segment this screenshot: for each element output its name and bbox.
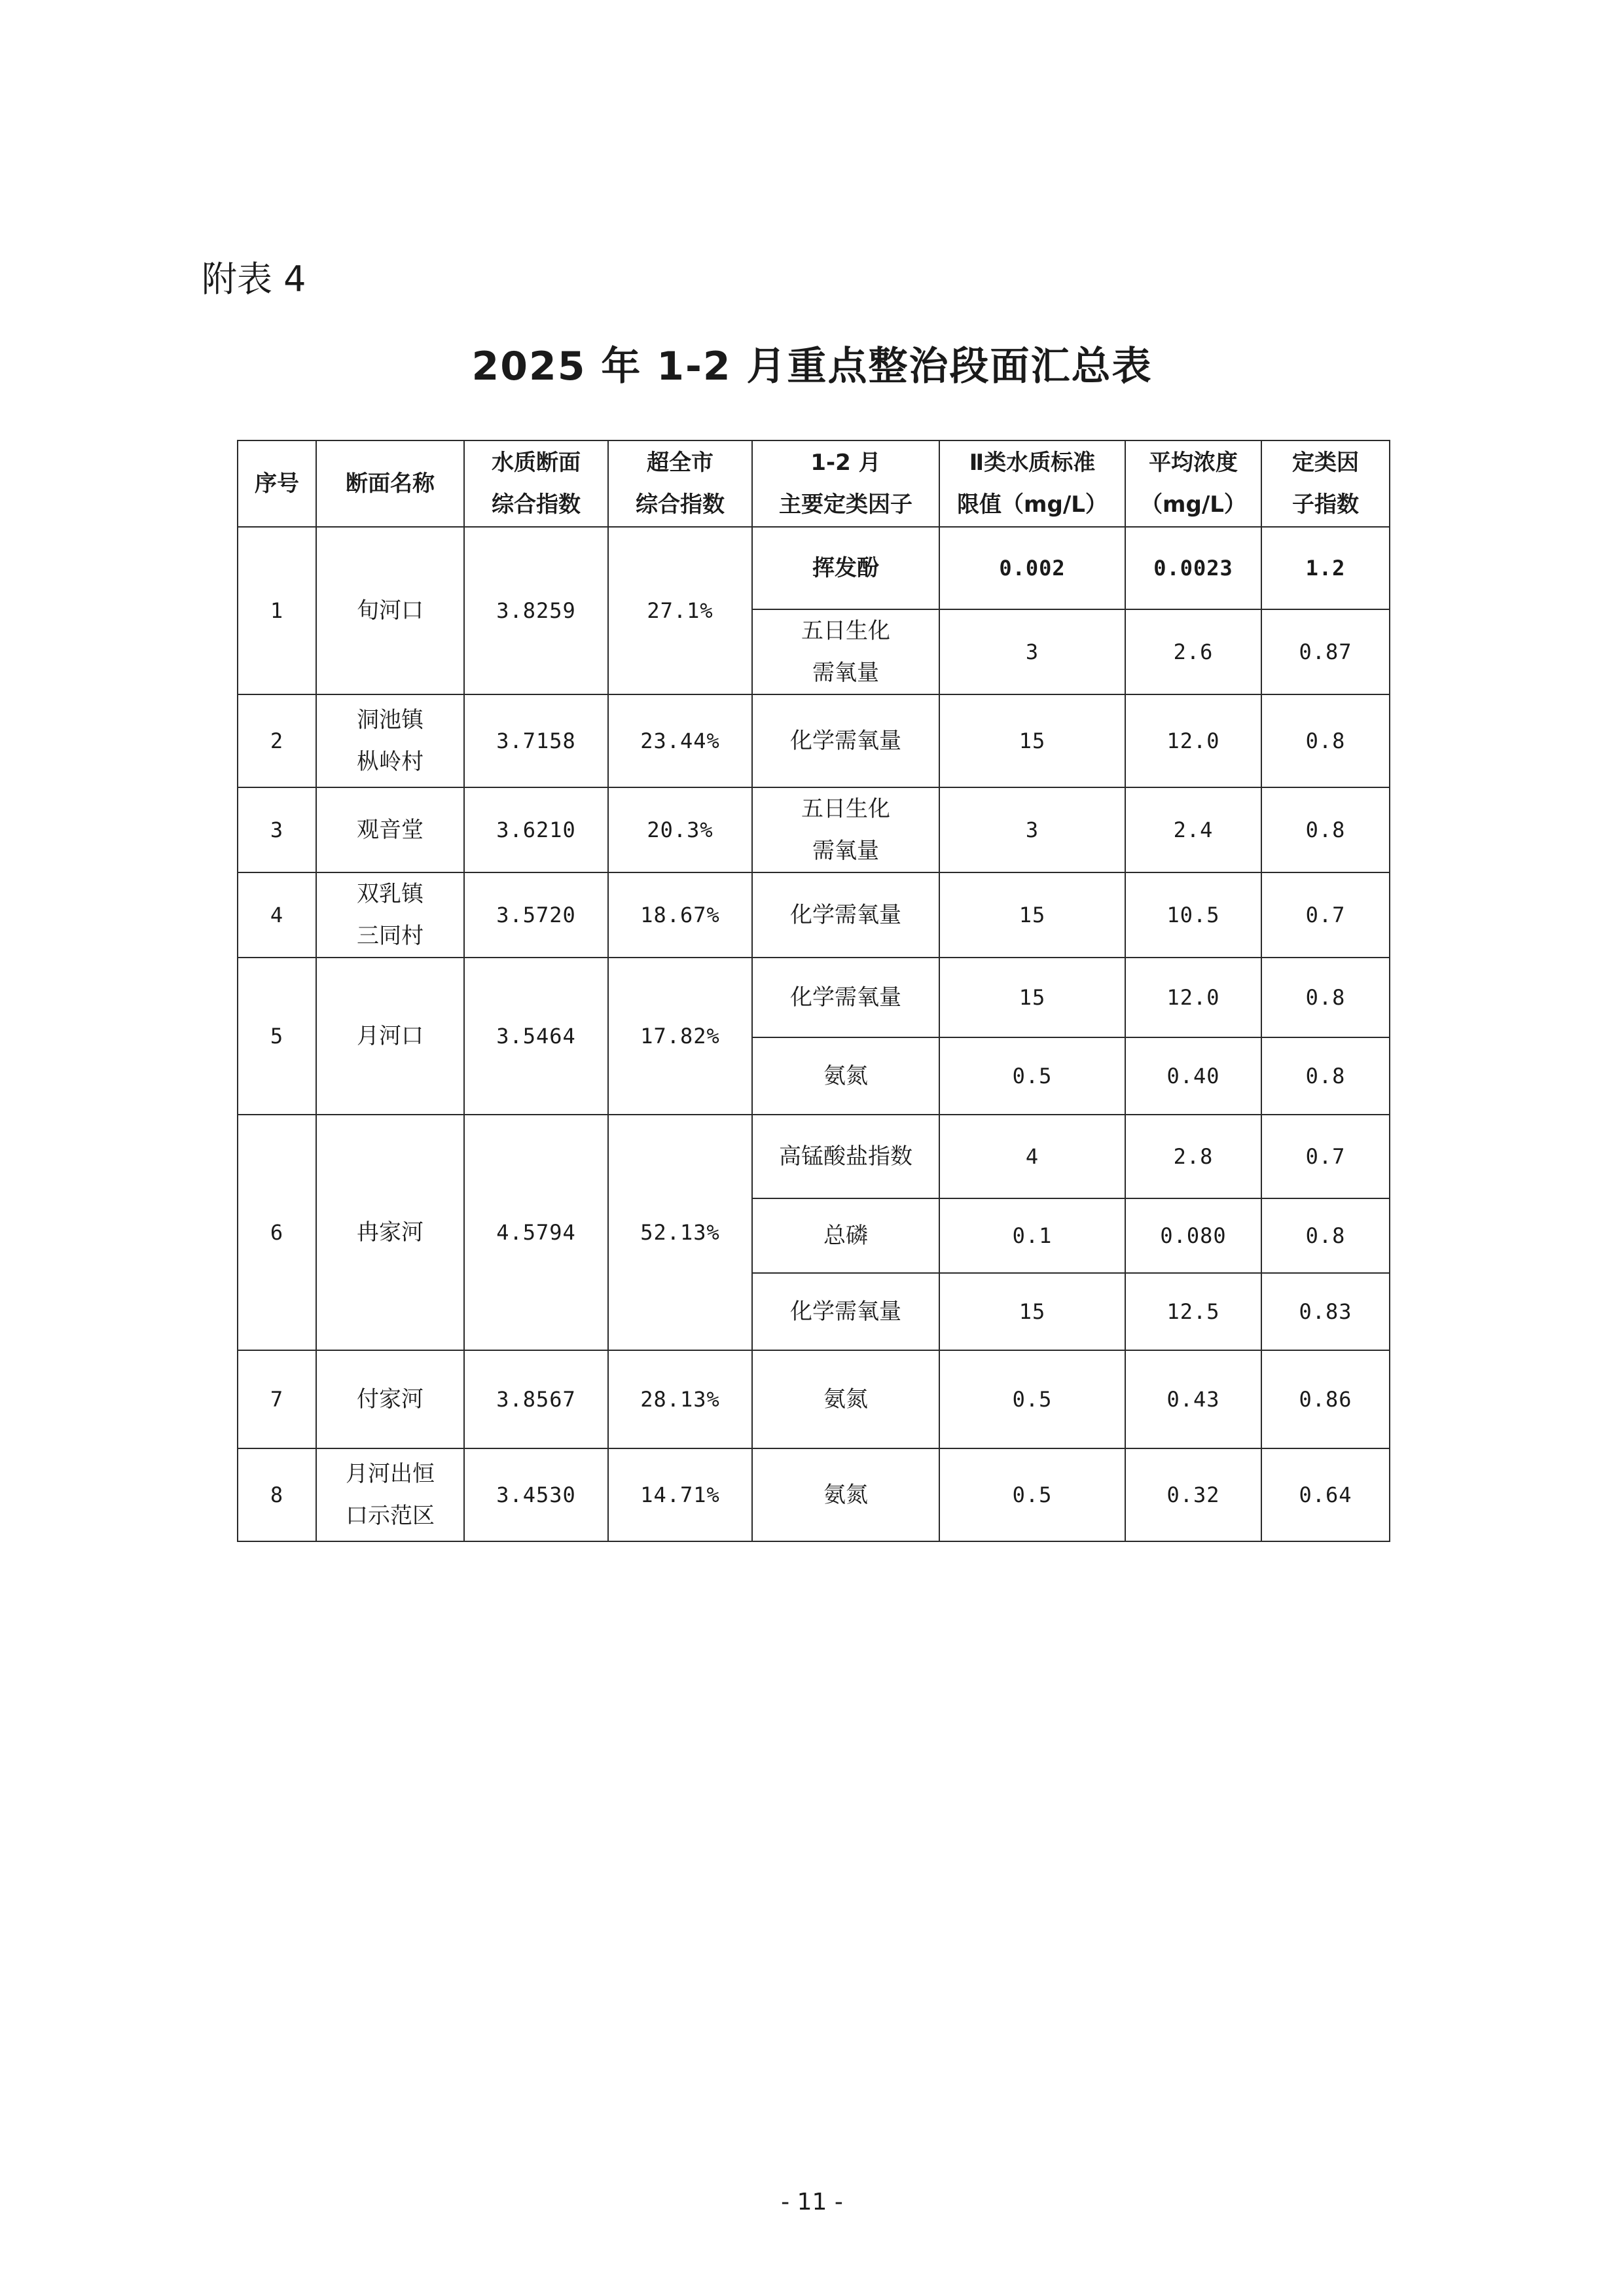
cell-factor-index: 0.87 [1261, 609, 1390, 694]
cell-seq: 8 [238, 1448, 316, 1541]
cell-standard-limit: 0.002 [939, 527, 1125, 609]
cell-section-name: 月河出恒 口示范区 [316, 1448, 464, 1541]
cell-section-name: 观音堂 [316, 787, 464, 872]
cell-composite-index: 3.4530 [464, 1448, 608, 1541]
cell-main-factor: 化学需氧量 [752, 958, 939, 1037]
cell-exceed-city: 20.3% [608, 787, 752, 872]
table-row [238, 958, 1390, 1037]
cell-avg-concentration: 2.4 [1125, 787, 1261, 872]
cell-avg-concentration: 10.5 [1125, 872, 1261, 958]
cell-main-factor: 氨氮 [752, 1037, 939, 1115]
cell-exceed-city: 28.13% [608, 1350, 752, 1448]
table-row [238, 694, 1390, 787]
cell-section-name: 冉家河 [316, 1115, 464, 1350]
cell-seq: 1 [238, 527, 316, 694]
cell-factor-index: 0.8 [1261, 694, 1390, 787]
table-row [238, 527, 1390, 609]
cell-standard-limit: 0.5 [939, 1037, 1125, 1115]
header-factor-index: 定类因 子指数 [1261, 440, 1390, 527]
cell-exceed-city: 14.71% [608, 1448, 752, 1541]
cell-standard-limit: 15 [939, 958, 1125, 1037]
cell-exceed-city: 23.44% [608, 694, 752, 787]
header-main-factor: 1-2 月 主要定类因子 [752, 440, 939, 527]
cell-seq: 7 [238, 1350, 316, 1448]
cell-seq: 2 [238, 694, 316, 787]
cell-main-factor: 高锰酸盐指数 [752, 1115, 939, 1198]
cell-avg-concentration: 2.6 [1125, 609, 1261, 694]
table-row [238, 1115, 1390, 1198]
cell-section-name: 月河口 [316, 958, 464, 1115]
cell-standard-limit: 15 [939, 872, 1125, 958]
header-avg-concentration: 平均浓度 （mg/L） [1125, 440, 1261, 527]
table-row [238, 1350, 1390, 1448]
cell-factor-index: 1.2 [1261, 527, 1390, 609]
page-number: - 11 - [781, 2189, 843, 2215]
summary-table [237, 440, 1390, 1542]
cell-section-name: 双乳镇 三同村 [316, 872, 464, 958]
cell-main-factor: 五日生化 需氧量 [752, 787, 939, 872]
cell-main-factor: 化学需氧量 [752, 694, 939, 787]
cell-exceed-city: 18.67% [608, 872, 752, 958]
header-standard-limit: Ⅱ类水质标准 限值（mg/L） [939, 440, 1125, 527]
cell-main-factor: 氨氮 [752, 1448, 939, 1541]
cell-standard-limit: 0.5 [939, 1448, 1125, 1541]
cell-avg-concentration: 0.40 [1125, 1037, 1261, 1115]
cell-factor-index: 0.8 [1261, 787, 1390, 872]
cell-composite-index: 3.8567 [464, 1350, 608, 1448]
cell-main-factor: 化学需氧量 [752, 872, 939, 958]
table-row [238, 787, 1390, 872]
cell-main-factor: 化学需氧量 [752, 1273, 939, 1350]
cell-standard-limit: 0.1 [939, 1198, 1125, 1273]
cell-factor-index: 0.64 [1261, 1448, 1390, 1541]
header-section-name: 断面名称 [316, 440, 464, 527]
cell-avg-concentration: 0.32 [1125, 1448, 1261, 1541]
cell-composite-index: 3.8259 [464, 527, 608, 694]
cell-seq: 4 [238, 872, 316, 958]
cell-composite-index: 3.5720 [464, 872, 608, 958]
cell-exceed-city: 52.13% [608, 1115, 752, 1350]
cell-avg-concentration: 2.8 [1125, 1115, 1261, 1198]
cell-composite-index: 3.6210 [464, 787, 608, 872]
page-title: 2025 年 1-2 月重点整治段面汇总表 [471, 344, 1153, 389]
cell-section-name: 旬河口 [316, 527, 464, 694]
cell-factor-index: 0.8 [1261, 1198, 1390, 1273]
cell-factor-index: 0.7 [1261, 872, 1390, 958]
cell-factor-index: 0.8 [1261, 1037, 1390, 1115]
cell-avg-concentration: 12.0 [1125, 694, 1261, 787]
cell-factor-index: 0.86 [1261, 1350, 1390, 1448]
cell-avg-concentration: 0.0023 [1125, 527, 1261, 609]
cell-main-factor: 总磷 [752, 1198, 939, 1273]
cell-seq: 6 [238, 1115, 316, 1350]
cell-exceed-city: 17.82% [608, 958, 752, 1115]
table-row [238, 1448, 1390, 1541]
cell-factor-index: 0.7 [1261, 1115, 1390, 1198]
table-header [238, 440, 1390, 527]
cell-section-name: 付家河 [316, 1350, 464, 1448]
cell-avg-concentration: 0.43 [1125, 1350, 1261, 1448]
cell-standard-limit: 15 [939, 1273, 1125, 1350]
cell-composite-index: 3.5464 [464, 958, 608, 1115]
cell-main-factor: 五日生化 需氧量 [752, 609, 939, 694]
table-body [238, 527, 1390, 1541]
header-exceed-city: 超全市 综合指数 [608, 440, 752, 527]
cell-standard-limit: 3 [939, 609, 1125, 694]
cell-standard-limit: 15 [939, 694, 1125, 787]
cell-standard-limit: 0.5 [939, 1350, 1125, 1448]
cell-avg-concentration: 0.080 [1125, 1198, 1261, 1273]
cell-composite-index: 3.7158 [464, 694, 608, 787]
header-seq: 序号 [238, 440, 316, 527]
cell-section-name: 洞池镇 枞岭村 [316, 694, 464, 787]
header-composite-index: 水质断面 综合指数 [464, 440, 608, 527]
table-row [238, 872, 1390, 958]
cell-factor-index: 0.8 [1261, 958, 1390, 1037]
annex-label: 附表 4 [202, 259, 306, 300]
cell-standard-limit: 4 [939, 1115, 1125, 1198]
cell-composite-index: 4.5794 [464, 1115, 608, 1350]
cell-standard-limit: 3 [939, 787, 1125, 872]
cell-avg-concentration: 12.5 [1125, 1273, 1261, 1350]
cell-factor-index: 0.83 [1261, 1273, 1390, 1350]
cell-seq: 3 [238, 787, 316, 872]
cell-seq: 5 [238, 958, 316, 1115]
cell-main-factor: 氨氮 [752, 1350, 939, 1448]
cell-main-factor: 挥发酚 [752, 527, 939, 609]
cell-exceed-city: 27.1% [608, 527, 752, 694]
cell-avg-concentration: 12.0 [1125, 958, 1261, 1037]
